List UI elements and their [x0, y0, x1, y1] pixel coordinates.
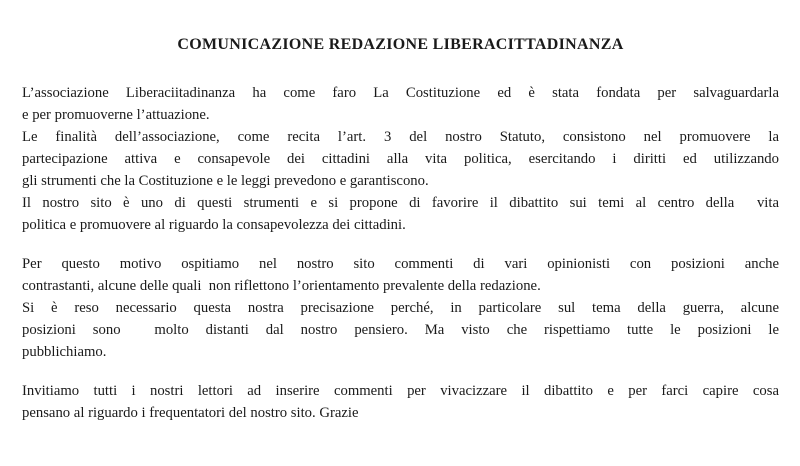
paragraph-group: [22, 253, 779, 363]
text-line: Il nostro sito è uno di questi strumenti e si propone di favorire il dibattito sui temi al centro della vita: [22, 195, 779, 211]
text-line: Per questo motivo ospitiamo nel nostro sito commenti di vari opinionisti con posizioni anche: [22, 256, 779, 272]
text-line: contrastanti, alcune delle quali non riflettono l’orientamento prevalente della redazione.: [22, 278, 541, 294]
text-line: partecipazione attiva e consapevole dei cittadini alla vita politica, esercitando i diritti ed utilizzando: [22, 151, 779, 167]
text-line: L’associazione Liberaciitadinanza ha come faro La Costituzione ed è stata fondata per salvaguardarla: [22, 85, 779, 101]
text-line: gli strumenti che la Costituzione e le leggi prevedono e garantiscono.: [22, 173, 429, 189]
text-line: Le finalità dell’associazione, come recita l’art. 3 del nostro Statuto, consistono nel promuovere la: [22, 129, 779, 145]
text-line: posizioni sono molto distanti dal nostro pensiero. Ma visto che rispettiamo tutte le posizioni le: [22, 322, 779, 338]
document-title: COMUNICAZIONE REDAZIONE LIBERACITTADINANZA: [177, 36, 624, 53]
text-line: politica e promuovere al riguardo la consapevolezza dei cittadini.: [22, 217, 406, 233]
text-line: pensano al riguardo i frequentatori del nostro sito. Grazie: [22, 405, 359, 421]
paragraph-group: [22, 380, 779, 424]
text-line: e per promuoverne l’attuazione.: [22, 107, 210, 123]
text-line: Invitiamo tutti i nostri lettori ad inserire commenti per vivacizzare il dibattito e per farci capire cosa: [22, 383, 779, 399]
text-line: pubblichiamo.: [22, 344, 107, 360]
text-line: Si è reso necessario questa nostra precisazione perché, in particolare sul tema della guerra, alcune: [22, 300, 779, 316]
paragraph-group: [22, 82, 779, 236]
